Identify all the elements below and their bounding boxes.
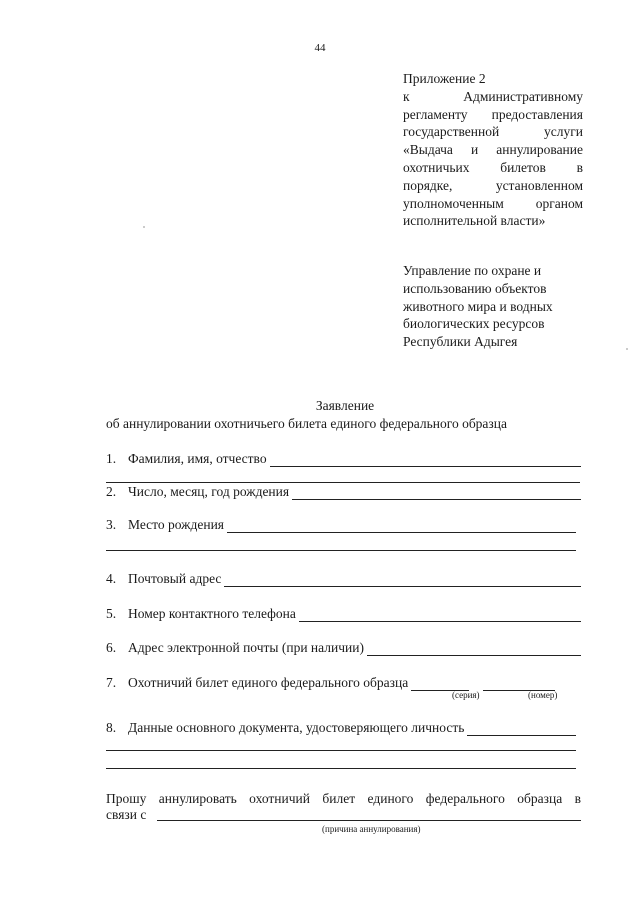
field-label: Номер контактного телефона bbox=[128, 606, 296, 621]
field-label: Место рождения bbox=[128, 517, 225, 532]
full-name-input-line[interactable] bbox=[270, 454, 581, 467]
field-hunting-ticket bbox=[106, 675, 581, 691]
field-number: 3. bbox=[106, 517, 117, 532]
form-title: Заявление bbox=[315, 398, 375, 413]
appendix-line: порядке, установленном bbox=[403, 177, 583, 193]
field-number: 4. bbox=[106, 571, 117, 586]
identity-document-continuation-line[interactable] bbox=[106, 768, 576, 769]
field-label: Данные основного документа, удостоверяющего личность bbox=[128, 720, 465, 735]
appendix-block bbox=[403, 70, 583, 230]
appendix-line: к Административному bbox=[403, 88, 583, 104]
field-postal-address bbox=[106, 571, 581, 587]
addressee-block bbox=[403, 262, 593, 351]
field-number: 7. bbox=[106, 675, 117, 690]
field-birth-date bbox=[106, 484, 581, 500]
appendix-line: «Выдача и аннулирование bbox=[403, 142, 583, 158]
identity-document-input-line[interactable] bbox=[467, 723, 576, 736]
postal-address-input-line[interactable] bbox=[224, 574, 581, 587]
addressee-line: биологических ресурсов bbox=[403, 316, 545, 332]
addressee-line: Республики Адыгея bbox=[403, 334, 518, 350]
field-phone bbox=[106, 606, 581, 622]
request-text-continued: связи с bbox=[106, 807, 147, 822]
field-label: Почтовый адрес bbox=[128, 571, 222, 586]
reason-input-line[interactable] bbox=[157, 808, 581, 821]
reason-caption: (причина аннулирования) bbox=[322, 824, 421, 834]
field-label: Охотничий билет единого федерального образца bbox=[128, 675, 409, 690]
full-name-continuation-line[interactable] bbox=[106, 482, 580, 483]
scan-speck bbox=[626, 348, 628, 350]
birth-place-input-line[interactable] bbox=[227, 520, 576, 533]
appendix-line: государственной услуги bbox=[403, 124, 583, 140]
identity-document-continuation-line[interactable] bbox=[106, 750, 576, 751]
appendix-line: исполнительной власти» bbox=[403, 213, 546, 229]
field-number: 8. bbox=[106, 720, 117, 735]
form-subtitle: об аннулировании охотничьего билета единого федерального образца bbox=[106, 416, 507, 431]
addressee-line: Управление по охране и bbox=[403, 263, 542, 278]
phone-input-line[interactable] bbox=[299, 609, 581, 622]
addressee-line: животного мира и водных bbox=[403, 298, 553, 314]
number-caption: (номер) bbox=[528, 690, 558, 700]
field-label: Число, месяц, год рождения bbox=[128, 484, 290, 499]
appendix-line: регламенту предоставления bbox=[403, 106, 583, 122]
request-text: Прошу аннулировать охотничий билет единого федерального образца в bbox=[106, 791, 581, 806]
field-number: 2. bbox=[106, 484, 117, 499]
field-number: 5. bbox=[106, 606, 117, 621]
series-caption: (серия) bbox=[452, 690, 480, 700]
email-input-line[interactable] bbox=[367, 643, 581, 656]
field-email bbox=[106, 640, 581, 656]
field-label: Фамилия, имя, отчество bbox=[128, 451, 267, 466]
field-full-name bbox=[106, 451, 581, 467]
field-number: 1. bbox=[106, 451, 117, 466]
addressee-line: использованию объектов bbox=[403, 280, 547, 296]
field-birth-place bbox=[106, 517, 576, 533]
scan-speck bbox=[143, 226, 145, 228]
page-number: 44 bbox=[314, 42, 326, 54]
field-label: Адрес электронной почты (при наличии) bbox=[128, 640, 364, 655]
field-number: 6. bbox=[106, 640, 117, 655]
field-identity-document bbox=[106, 720, 576, 736]
appendix-line: уполномоченным органом bbox=[403, 195, 583, 211]
appendix-title: Приложение 2 bbox=[403, 71, 486, 86]
appendix-line: охотничьих билетов в bbox=[403, 159, 583, 175]
birth-date-input-line[interactable] bbox=[292, 487, 581, 500]
birth-place-continuation-line[interactable] bbox=[106, 550, 576, 551]
